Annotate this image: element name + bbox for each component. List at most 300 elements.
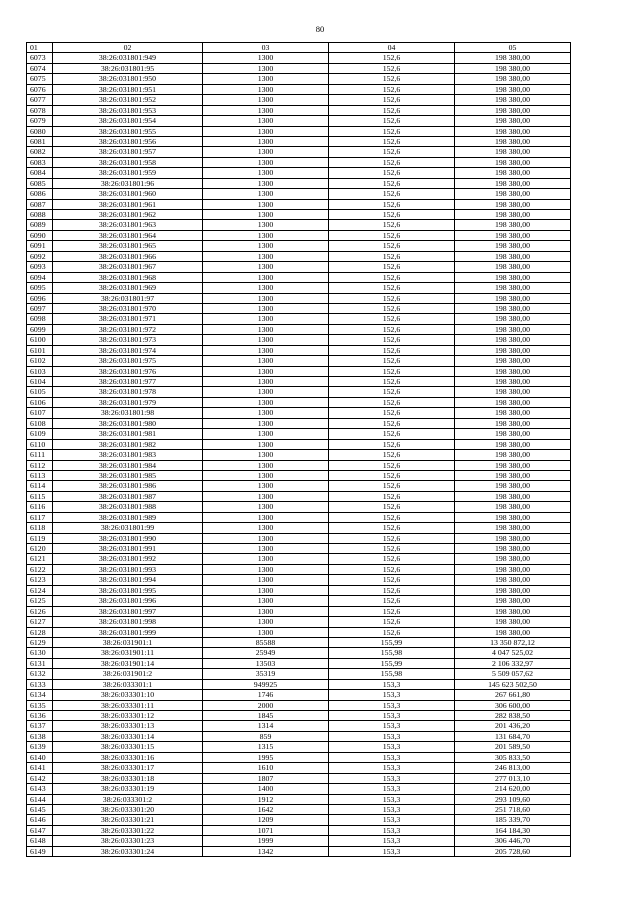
rate-cell: 152,6	[329, 345, 455, 355]
row-number-cell: 6126	[27, 606, 53, 616]
rate-cell: 152,6	[329, 377, 455, 387]
value-cell: 198 380,00	[455, 533, 571, 543]
table-row	[27, 95, 571, 105]
column-header: 05	[455, 43, 571, 53]
table-row	[27, 345, 571, 355]
cadastral-number-cell: 38:26:031801:975	[53, 356, 203, 366]
area-cell: 1300	[203, 544, 329, 554]
area-cell: 1300	[203, 116, 329, 126]
cadastral-number-cell: 38:26:031801:99	[53, 523, 203, 533]
table-row	[27, 669, 571, 679]
value-cell: 198 380,00	[455, 251, 571, 261]
table-row	[27, 804, 571, 814]
value-cell: 198 380,00	[455, 199, 571, 209]
value-cell: 198 380,00	[455, 429, 571, 439]
value-cell: 198 380,00	[455, 126, 571, 136]
table-row	[27, 627, 571, 637]
rate-cell: 153,3	[329, 721, 455, 731]
rate-cell: 152,6	[329, 627, 455, 637]
cadastral-number-cell: 38:26:033301:21	[53, 815, 203, 825]
rate-cell: 153,3	[329, 825, 455, 835]
rate-cell: 155,99	[329, 658, 455, 668]
table-row	[27, 564, 571, 574]
value-cell: 198 380,00	[455, 377, 571, 387]
value-cell: 198 380,00	[455, 241, 571, 251]
table-row	[27, 377, 571, 387]
rate-cell: 153,3	[329, 836, 455, 846]
table-row	[27, 606, 571, 616]
rate-cell: 155,98	[329, 648, 455, 658]
value-cell: 198 380,00	[455, 627, 571, 637]
value-cell: 145 623 502,50	[455, 679, 571, 689]
value-cell: 251 718,60	[455, 804, 571, 814]
table-row	[27, 429, 571, 439]
cadastral-number-cell: 38:26:031801:961	[53, 199, 203, 209]
cadastral-number-cell: 38:26:031801:969	[53, 283, 203, 293]
cadastral-number-cell: 38:26:033301:23	[53, 836, 203, 846]
rate-cell: 155,98	[329, 669, 455, 679]
area-cell: 1300	[203, 105, 329, 115]
area-cell: 25949	[203, 648, 329, 658]
cadastral-number-cell: 38:26:033301:17	[53, 763, 203, 773]
area-cell: 1300	[203, 345, 329, 355]
area-cell: 1300	[203, 617, 329, 627]
table-row	[27, 126, 571, 136]
rate-cell: 152,6	[329, 554, 455, 564]
rate-cell: 152,6	[329, 491, 455, 501]
cadastral-number-cell: 38:26:033301:10	[53, 690, 203, 700]
value-cell: 198 380,00	[455, 168, 571, 178]
row-number-cell: 6107	[27, 408, 53, 418]
row-number-cell: 6095	[27, 283, 53, 293]
area-cell: 1300	[203, 502, 329, 512]
row-number-cell: 6080	[27, 126, 53, 136]
table-row	[27, 136, 571, 146]
table-row	[27, 53, 571, 63]
area-cell: 1300	[203, 147, 329, 157]
row-number-cell: 6093	[27, 262, 53, 272]
cadastral-number-cell: 38:26:031801:968	[53, 272, 203, 282]
row-number-cell: 6098	[27, 314, 53, 324]
row-number-cell: 6091	[27, 241, 53, 251]
rate-cell: 152,6	[329, 63, 455, 73]
row-number-cell: 6129	[27, 637, 53, 647]
value-cell: 214 620,00	[455, 784, 571, 794]
value-cell: 198 380,00	[455, 585, 571, 595]
area-cell: 1300	[203, 189, 329, 199]
row-number-cell: 6084	[27, 168, 53, 178]
row-number-cell: 6081	[27, 136, 53, 146]
cadastral-number-cell: 38:26:031801:951	[53, 84, 203, 94]
table-row	[27, 293, 571, 303]
table-row	[27, 658, 571, 668]
cadastral-number-cell: 38:26:033301:16	[53, 752, 203, 762]
value-cell: 201 436,20	[455, 721, 571, 731]
row-number-cell: 6127	[27, 617, 53, 627]
table-row	[27, 596, 571, 606]
value-cell: 198 380,00	[455, 491, 571, 501]
table-row	[27, 700, 571, 710]
table-row	[27, 773, 571, 783]
rate-cell: 152,6	[329, 157, 455, 167]
area-cell: 1300	[203, 460, 329, 470]
column-header: 04	[329, 43, 455, 53]
area-cell: 85588	[203, 637, 329, 647]
rate-cell: 152,6	[329, 220, 455, 230]
column-header: 01	[27, 43, 53, 53]
row-number-cell: 6119	[27, 533, 53, 543]
row-number-cell: 6137	[27, 721, 53, 731]
value-cell: 198 380,00	[455, 324, 571, 334]
column-header: 03	[203, 43, 329, 53]
cadastral-number-cell: 38:26:033301:2	[53, 794, 203, 804]
cadastral-number-cell: 38:26:031901:11	[53, 648, 203, 658]
rate-cell: 152,6	[329, 439, 455, 449]
value-cell: 198 380,00	[455, 345, 571, 355]
rate-cell: 152,6	[329, 84, 455, 94]
rate-cell: 152,6	[329, 429, 455, 439]
row-number-cell: 6104	[27, 377, 53, 387]
row-number-cell: 6092	[27, 251, 53, 261]
cadastral-number-cell: 38:26:031801:981	[53, 429, 203, 439]
table-row	[27, 575, 571, 585]
value-cell: 198 380,00	[455, 596, 571, 606]
value-cell: 198 380,00	[455, 189, 571, 199]
value-cell: 198 380,00	[455, 450, 571, 460]
area-cell: 1300	[203, 95, 329, 105]
rate-cell: 152,6	[329, 283, 455, 293]
table-row	[27, 439, 571, 449]
area-cell: 1642	[203, 804, 329, 814]
table-row	[27, 523, 571, 533]
row-number-cell: 6124	[27, 585, 53, 595]
rate-cell: 152,6	[329, 418, 455, 428]
area-cell: 1300	[203, 377, 329, 387]
area-cell: 1300	[203, 53, 329, 63]
rate-cell: 152,6	[329, 481, 455, 491]
cadastral-number-cell: 38:26:031801:980	[53, 418, 203, 428]
value-cell: 13 350 872,12	[455, 637, 571, 647]
rate-cell: 152,6	[329, 126, 455, 136]
cadastral-number-cell: 38:26:031801:971	[53, 314, 203, 324]
value-cell: 198 380,00	[455, 439, 571, 449]
area-cell: 1400	[203, 784, 329, 794]
table-row	[27, 324, 571, 334]
area-cell: 1300	[203, 84, 329, 94]
rate-cell: 152,6	[329, 95, 455, 105]
cadastral-number-cell: 38:26:031801:970	[53, 303, 203, 313]
cadastral-number-cell: 38:26:031801:997	[53, 606, 203, 616]
rate-cell: 152,6	[329, 366, 455, 376]
row-number-cell: 6143	[27, 784, 53, 794]
row-number-cell: 6141	[27, 763, 53, 773]
rate-cell: 152,6	[329, 314, 455, 324]
table-row	[27, 711, 571, 721]
area-cell: 1209	[203, 815, 329, 825]
area-cell: 1912	[203, 794, 329, 804]
value-cell: 198 380,00	[455, 210, 571, 220]
rate-cell: 152,6	[329, 585, 455, 595]
rate-cell: 152,6	[329, 450, 455, 460]
row-number-cell: 6082	[27, 147, 53, 157]
cadastral-number-cell: 38:26:031801:962	[53, 210, 203, 220]
value-cell: 198 380,00	[455, 105, 571, 115]
value-cell: 198 380,00	[455, 408, 571, 418]
page-number: 80	[315, 24, 325, 34]
area-cell: 1300	[203, 470, 329, 480]
table-row	[27, 408, 571, 418]
row-number-cell: 6130	[27, 648, 53, 658]
rate-cell: 152,6	[329, 523, 455, 533]
cadastral-number-cell: 38:26:031801:994	[53, 575, 203, 585]
area-cell: 1300	[203, 596, 329, 606]
cadastral-number-cell: 38:26:031801:979	[53, 397, 203, 407]
value-cell: 267 661,80	[455, 690, 571, 700]
row-number-cell: 6120	[27, 544, 53, 554]
rate-cell: 152,6	[329, 105, 455, 115]
value-cell: 198 380,00	[455, 418, 571, 428]
table-row	[27, 742, 571, 752]
row-number-cell: 6132	[27, 669, 53, 679]
rate-cell: 152,6	[329, 272, 455, 282]
rate-cell: 152,6	[329, 230, 455, 240]
area-cell: 1314	[203, 721, 329, 731]
area-cell: 1300	[203, 199, 329, 209]
rate-cell: 152,6	[329, 408, 455, 418]
value-cell: 306 600,00	[455, 700, 571, 710]
rate-cell: 152,6	[329, 460, 455, 470]
row-number-cell: 6140	[27, 752, 53, 762]
row-number-cell: 6088	[27, 210, 53, 220]
table-row	[27, 387, 571, 397]
table-row	[27, 470, 571, 480]
cadastral-number-cell: 38:26:031801:983	[53, 450, 203, 460]
row-number-cell: 6089	[27, 220, 53, 230]
cadastral-number-cell: 38:26:031801:959	[53, 168, 203, 178]
table-row	[27, 356, 571, 366]
row-number-cell: 6145	[27, 804, 53, 814]
table-row	[27, 105, 571, 115]
rate-cell: 153,3	[329, 784, 455, 794]
table-row	[27, 397, 571, 407]
cadastral-number-cell: 38:26:031801:974	[53, 345, 203, 355]
rate-cell: 152,6	[329, 470, 455, 480]
area-cell: 1300	[203, 314, 329, 324]
rate-cell: 152,6	[329, 74, 455, 84]
table-row	[27, 460, 571, 470]
value-cell: 198 380,00	[455, 136, 571, 146]
area-cell: 35319	[203, 669, 329, 679]
value-cell: 198 380,00	[455, 74, 571, 84]
row-number-cell: 6083	[27, 157, 53, 167]
rate-cell: 152,6	[329, 335, 455, 345]
area-cell: 1300	[203, 303, 329, 313]
table-row	[27, 481, 571, 491]
cadastral-number-cell: 38:26:033301:1	[53, 679, 203, 689]
value-cell: 198 380,00	[455, 470, 571, 480]
row-number-cell: 6100	[27, 335, 53, 345]
row-number-cell: 6086	[27, 189, 53, 199]
area-cell: 1746	[203, 690, 329, 700]
cadastral-number-cell: 38:26:031801:984	[53, 460, 203, 470]
row-number-cell: 6134	[27, 690, 53, 700]
area-cell: 1300	[203, 533, 329, 543]
rate-cell: 152,6	[329, 533, 455, 543]
cadastral-number-cell: 38:26:031801:993	[53, 564, 203, 574]
cadastral-number-cell: 38:26:033301:22	[53, 825, 203, 835]
area-cell: 1300	[203, 512, 329, 522]
rate-cell: 152,6	[329, 356, 455, 366]
cadastral-number-cell: 38:26:031801:992	[53, 554, 203, 564]
area-cell: 1300	[203, 585, 329, 595]
area-cell: 1300	[203, 606, 329, 616]
area-cell: 1300	[203, 178, 329, 188]
cadastral-number-cell: 38:26:031801:960	[53, 189, 203, 199]
cadastral-number-cell: 38:26:031801:976	[53, 366, 203, 376]
value-cell: 198 380,00	[455, 564, 571, 574]
value-cell: 198 380,00	[455, 147, 571, 157]
row-number-cell: 6135	[27, 700, 53, 710]
rate-cell: 153,3	[329, 794, 455, 804]
row-number-cell: 6106	[27, 397, 53, 407]
table-row	[27, 690, 571, 700]
cadastral-number-cell: 38:26:031801:953	[53, 105, 203, 115]
rate-cell: 155,99	[329, 637, 455, 647]
rate-cell: 153,3	[329, 846, 455, 856]
cadastral-number-cell: 38:26:033301:18	[53, 773, 203, 783]
value-cell: 198 380,00	[455, 230, 571, 240]
area-cell: 1300	[203, 230, 329, 240]
area-cell: 1300	[203, 241, 329, 251]
table-row	[27, 84, 571, 94]
area-cell: 1300	[203, 63, 329, 73]
area-cell: 1300	[203, 408, 329, 418]
table-row	[27, 752, 571, 762]
value-cell: 198 380,00	[455, 220, 571, 230]
table-row	[27, 512, 571, 522]
value-cell: 198 380,00	[455, 356, 571, 366]
rate-cell: 153,3	[329, 815, 455, 825]
row-number-cell: 6148	[27, 836, 53, 846]
row-number-cell: 6105	[27, 387, 53, 397]
table-row	[27, 721, 571, 731]
row-number-cell: 6125	[27, 596, 53, 606]
table-row	[27, 533, 571, 543]
row-number-cell: 6114	[27, 481, 53, 491]
table-row	[27, 544, 571, 554]
area-cell: 1300	[203, 157, 329, 167]
value-cell: 198 380,00	[455, 262, 571, 272]
value-cell: 306 446,70	[455, 836, 571, 846]
table-row	[27, 314, 571, 324]
rate-cell: 152,6	[329, 575, 455, 585]
area-cell: 1071	[203, 825, 329, 835]
header-row	[27, 43, 571, 53]
row-number-cell: 6144	[27, 794, 53, 804]
area-cell: 1300	[203, 564, 329, 574]
value-cell: 198 380,00	[455, 293, 571, 303]
value-cell: 198 380,00	[455, 314, 571, 324]
value-cell: 198 380,00	[455, 523, 571, 533]
table-body	[27, 53, 571, 857]
rate-cell: 152,6	[329, 303, 455, 313]
table-row	[27, 157, 571, 167]
row-number-cell: 6087	[27, 199, 53, 209]
cadastral-number-cell: 38:26:031801:965	[53, 241, 203, 251]
cadastral-number-cell: 38:26:031801:956	[53, 136, 203, 146]
area-cell: 1300	[203, 324, 329, 334]
row-number-cell: 6128	[27, 627, 53, 637]
area-cell: 1300	[203, 387, 329, 397]
row-number-cell: 6122	[27, 564, 53, 574]
area-cell: 1300	[203, 366, 329, 376]
cadastral-number-cell: 38:26:031801:982	[53, 439, 203, 449]
area-cell: 1300	[203, 283, 329, 293]
value-cell: 305 833,50	[455, 752, 571, 762]
row-number-cell: 6085	[27, 178, 53, 188]
rate-cell: 152,6	[329, 544, 455, 554]
value-cell: 198 380,00	[455, 397, 571, 407]
rate-cell: 152,6	[329, 136, 455, 146]
cadastral-number-cell: 38:26:033301:11	[53, 700, 203, 710]
cadastral-number-cell: 38:26:031901:1	[53, 637, 203, 647]
rate-cell: 152,6	[329, 617, 455, 627]
value-cell: 198 380,00	[455, 575, 571, 585]
value-cell: 198 380,00	[455, 335, 571, 345]
rate-cell: 152,6	[329, 241, 455, 251]
value-cell: 198 380,00	[455, 554, 571, 564]
rate-cell: 152,6	[329, 262, 455, 272]
value-cell: 5 509 057,62	[455, 669, 571, 679]
value-cell: 246 813,00	[455, 763, 571, 773]
value-cell: 131 684,70	[455, 731, 571, 741]
table-row	[27, 617, 571, 627]
table-row	[27, 199, 571, 209]
area-cell: 1845	[203, 711, 329, 721]
area-cell: 1300	[203, 335, 329, 345]
row-number-cell: 6116	[27, 502, 53, 512]
row-number-cell: 6073	[27, 53, 53, 63]
value-cell: 205 728,60	[455, 846, 571, 856]
cadastral-number-cell: 38:26:031801:996	[53, 596, 203, 606]
area-cell: 1300	[203, 397, 329, 407]
value-cell: 198 380,00	[455, 63, 571, 73]
rate-cell: 152,6	[329, 324, 455, 334]
area-cell: 1300	[203, 627, 329, 637]
table-row	[27, 189, 571, 199]
cadastral-number-cell: 38:26:031801:958	[53, 157, 203, 167]
table-row	[27, 168, 571, 178]
table-row	[27, 262, 571, 272]
cadastral-number-cell: 38:26:033301:14	[53, 731, 203, 741]
cadastral-number-cell: 38:26:033301:19	[53, 784, 203, 794]
area-cell: 949925	[203, 679, 329, 689]
table-row	[27, 303, 571, 313]
value-cell: 198 380,00	[455, 617, 571, 627]
cadastral-number-cell: 38:26:031801:955	[53, 126, 203, 136]
row-number-cell: 6113	[27, 470, 53, 480]
rate-cell: 153,3	[329, 690, 455, 700]
row-number-cell: 6111	[27, 450, 53, 460]
row-number-cell: 6117	[27, 512, 53, 522]
value-cell: 198 380,00	[455, 95, 571, 105]
area-cell: 1300	[203, 168, 329, 178]
cadastral-number-cell: 38:26:031801:985	[53, 470, 203, 480]
area-cell: 1300	[203, 481, 329, 491]
row-number-cell: 6112	[27, 460, 53, 470]
cadastral-number-cell: 38:26:031801:995	[53, 585, 203, 595]
cadastral-number-cell: 38:26:031801:954	[53, 116, 203, 126]
